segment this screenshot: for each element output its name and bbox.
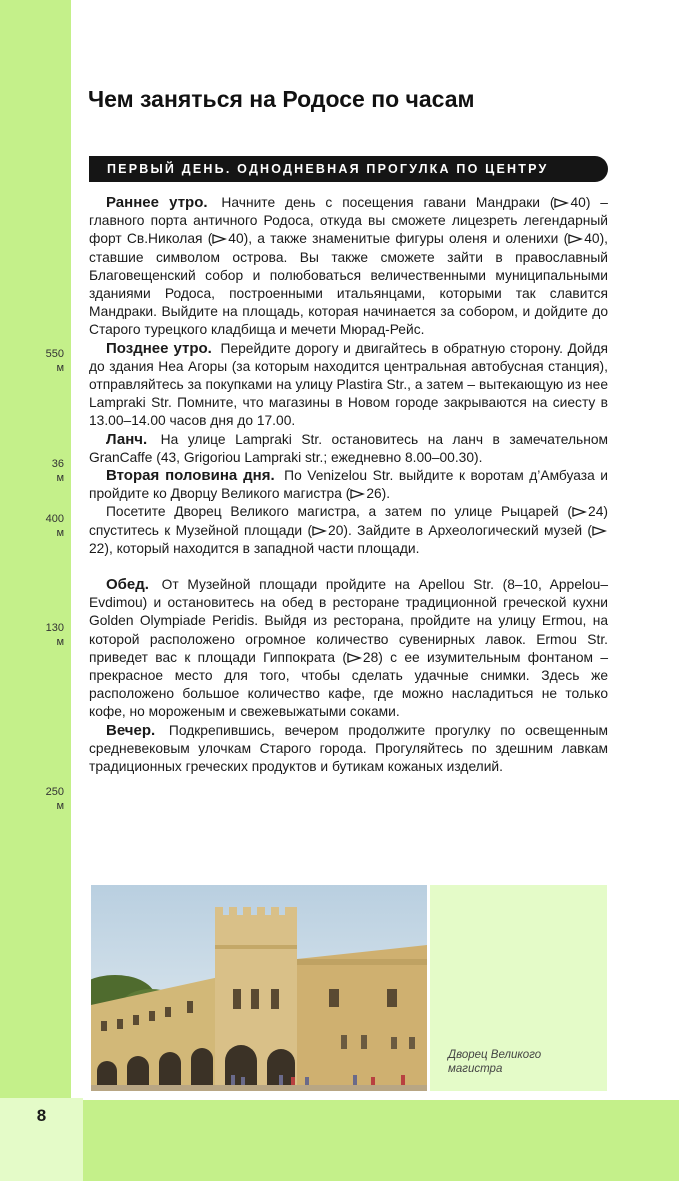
paragraph: Вторая половина дня. По Venizelou Str. выйдите к воротам д’Амбуаза и пройдите ко Дворцу Великого магистра ( 26). [89,467,608,502]
photo-caption-box [430,885,607,1091]
page-title: Чем заняться на Родосе по часам [88,86,475,112]
bottom-color-band [0,1100,679,1181]
section-heading: Вечер. [106,721,156,739]
page-reference-arrow-icon [347,653,362,663]
section-heading: Ланч. [106,430,148,448]
section-dinner: Обед. От Музейной площади пройдите на Apellou Str. (8–10, Appelou–Evdimou) и остановитесь на обед в ресторане традиционной греческой кухни Golden Olympiade Peridis. Выйдя из ресторана, пройдите на улицу Ermou, на которой расположено огромное количество сувенирных лавок. Ermou Str. приведет вас к площади Гиппократа ( 28) с ее изумительным фонтаном – прекрасное место для того, чтобы сделать удачные снимки. Здесь же расположено большое количество кафе, где можно насладиться не только кофе, но мороженым и свежевыжатыми соками. [89,576,608,720]
altitude-marker: 400 м [45,513,64,539]
page-number: 8 [36,1106,47,1125]
section-heading: Обед. [106,576,149,594]
paragraph: Посетите Дворец Великого магистра, а затем по улице Рыцарей ( 24) спуститесь к Музейной площади ( 20). Зайдите в Археологический музей (22), который находится в западной части площади. [89,504,608,556]
section-lunch: Ланч. На улице Lampraki Str. остановитесь на ланч в замечательном GranCaffe (43, Grigoriou Lampraki str.; ежедневно 8.00–00.30). [89,430,608,465]
altitude-marker: 250 м [45,786,64,812]
palace-photo [91,885,427,1091]
page-reference-arrow-icon [350,489,365,499]
day-title-bar [89,156,608,182]
page-reference-arrow-icon [568,234,583,244]
section-evening: Вечер. Подкрепившись, вечером продолжите прогулку по освещенным средневековым улочкам Старого города. Прогуляйтесь по здешним лавкам традиционных греческих продуктов и бутикам кожаных изделий. [89,721,608,775]
section-late-morning: Позднее утро. Перейдите дорогу и двигайтесь в обратную сторону. Дойдя до здания Неа Агоры (за которым находится центральная автобусная станция), отправляйтесь за покупками на улицу Plastira Str., а затем – вытекающую из нее Lampraki Str. Помните, что магазины в Новом городе закрываются на сиесту в 13.00–14.00 часов дня до 17.00. [89,339,608,429]
page-reference-arrow-icon [554,198,569,208]
section-heading: Раннее утро. [106,194,208,211]
altitude-marker: 130 м [45,622,64,648]
itinerary-text [89,194,608,776]
section-early-morning: Раннее утро. Начните день с посещения гавани Мандраки ( 40) – главного порта античного Родоса, откуда вы сможете лицезреть легендарный форт Св.Николая ( 40), а также знаменитые фигуры оленя и оленихи ( 40), ставшие символом острова. Вы также сможете зайти в православный Благовещенский собор и полюбоваться величественными муниципальными зданиями Родоса, построенными итальянцами, которыми так славится Мандраки. Выйдите на площадь, которая начинается за собором, и дойдите до Старого турецкого кладбища и мечети Мюрад-Рейс. [89,194,608,338]
altitude-marker: 36 м [51,458,64,484]
page-reference-arrow-icon [592,526,607,536]
side-color-strip [0,0,71,1100]
day-title: ПЕРВЫЙ ДЕНЬ. ОДНОДНЕВНАЯ ПРОГУЛКА ПО ЦЕНТРУ [107,162,549,176]
page-reference-arrow-icon [572,507,587,517]
section-heading: Позднее утро. [106,339,212,357]
page-reference-arrow-icon [312,526,327,536]
altitude-marker: 550 м [45,348,64,374]
photo-caption: Дворец Великого магистра [448,1049,542,1075]
section-heading: Вторая половина дня. [106,467,275,485]
page-reference-arrow-icon [212,234,227,244]
section-afternoon [89,467,608,558]
palace-illustration [91,885,427,1091]
